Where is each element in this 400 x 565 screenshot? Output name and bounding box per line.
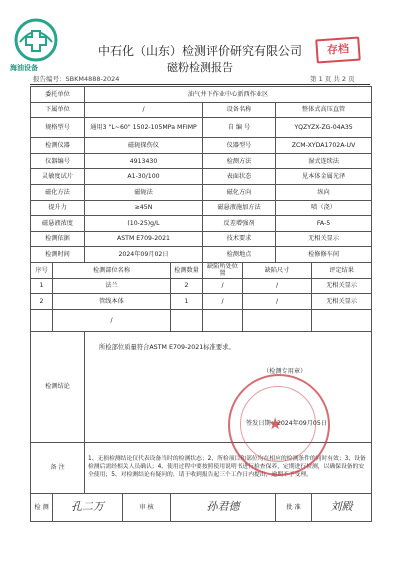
page-indicator: 第 1 页 共 2 页 — [310, 75, 355, 83]
lift-label: 提升力 — [31, 200, 85, 216]
issue-date-label: 签发日期： — [246, 419, 277, 427]
results-header-qty: 检测数量 — [171, 262, 203, 278]
conclusion-label: 检测结论 — [31, 331, 85, 442]
date-value: 2024年09月02日 — [85, 247, 203, 263]
results-header-part: 检测部位名称 — [53, 262, 171, 278]
inspector-signature: 孔二万 — [53, 493, 123, 521]
issue-date-value: 2024年09月05日 — [276, 419, 327, 427]
seal-star-icon: ★ — [268, 414, 283, 433]
table-row — [31, 278, 372, 294]
row-part: 法兰 — [53, 278, 171, 294]
row-no: 1 — [31, 278, 53, 294]
contrast-value: FA-5 — [276, 216, 372, 232]
row-qty: 1 — [171, 294, 203, 310]
client-value: 油气井下作业中心新西作业区 — [85, 87, 372, 103]
inspector-label: 检 测 — [31, 493, 53, 521]
instrument-no-value: 4913430 — [85, 153, 203, 169]
standard-label: 检测依据 — [31, 231, 85, 247]
report-title: 磁粉检测报告 — [167, 61, 233, 74]
equipment-name-value: 整体式高压直管 — [276, 102, 372, 118]
row-result: 无相关显示 — [312, 294, 372, 310]
notes-label: 备 注 — [31, 442, 85, 493]
blank-slash: / — [53, 309, 171, 331]
tech-label: 技术要求 — [203, 231, 276, 247]
table-row-blank — [31, 309, 372, 331]
contrast-label: 反差增强剂 — [203, 216, 276, 232]
instrument-no-label: 仪器编号 — [31, 153, 85, 169]
archive-stamp: 存档 — [315, 36, 361, 63]
header-divider — [30, 84, 370, 85]
official-seal — [228, 374, 330, 476]
report-table — [30, 86, 372, 522]
row-part: 管线本体 — [53, 294, 171, 310]
standard-value: ASTM E709-2021 — [85, 231, 203, 247]
lift-value: ≥45N — [85, 200, 203, 216]
approver-signature: 刘殿 — [312, 493, 372, 521]
direction-value: 纵向 — [276, 184, 372, 200]
spec-value: 通用3 "L~60" 1502-105MPa MFIMP — [85, 118, 203, 138]
concentration-value: (10-25)g/L — [85, 216, 203, 232]
seal-label: （检测专用章） — [263, 367, 307, 375]
spec-label: 规格型号 — [31, 118, 85, 138]
tech-value: 无相关显示 — [276, 231, 372, 247]
results-header-size: 缺陷尺寸 — [243, 262, 312, 278]
equipment-name-label: 设备名称 — [203, 102, 276, 118]
magnetization-value: 磁轭法 — [85, 184, 203, 200]
date-label: 检测时间 — [31, 247, 85, 263]
self-no-value: YQZYZX-ZG-04A35 — [276, 118, 372, 138]
report-number-label: 报告编号： — [33, 75, 66, 83]
report-number — [33, 74, 119, 83]
method-label: 检测方法 — [203, 153, 276, 169]
direction-label: 磁化方向 — [203, 184, 276, 200]
magnetization-label: 磁化方法 — [31, 184, 85, 200]
row-qty: 2 — [171, 278, 203, 294]
reviewer-label: 审 核 — [123, 493, 171, 521]
logo-text: 海油设备 — [10, 64, 38, 72]
place-value: 检修修车间 — [276, 247, 372, 263]
apply-value: 喷（浇） — [276, 200, 372, 216]
notes-text: 1、无损检测结论仅代表设备当时的检测状态；2、所检项目和部位均在相应的检测条件的同时有效；3、设备检测后需经相关人员确认；4、使用过程中要按照使用说明书进行检查保养，定期进行检测，以确保设备的安全使用；5、对检测结论有疑问的，请于收到报告起三个工作日内提出，逾期不予受理。 — [85, 442, 372, 493]
concentration-label: 磁悬液浓度 — [31, 216, 85, 232]
row-size: / — [243, 294, 312, 310]
row-size: / — [243, 278, 312, 294]
report-number-value: SBKM4888-2024 — [65, 75, 120, 83]
row-no: 2 — [31, 294, 53, 310]
apply-label: 磁悬液施加方法 — [203, 200, 276, 216]
test-piece-value: A1-30/100 — [85, 169, 203, 185]
entrust-unit-label: 下属单位 — [31, 102, 85, 118]
instrument-model-label: 仪器型号 — [203, 138, 276, 154]
company-name: 中石化（山东）检测评价研究有限公司 — [97, 44, 302, 58]
table-row — [31, 294, 372, 310]
place-label: 检测地点 — [203, 247, 276, 263]
instrument-value: 磁轭探伤仪 — [85, 138, 203, 154]
reviewer-signature: 孙君德 — [171, 493, 276, 521]
row-pos: / — [203, 278, 243, 294]
method-value: 湿式连续法 — [276, 153, 372, 169]
instrument-model-value: ZCM-XYDA1702A-UV — [276, 138, 372, 154]
instrument-label: 检测仪器 — [31, 138, 85, 154]
test-piece-label: 灵敏度试片 — [31, 169, 85, 185]
results-header-no: 序号 — [31, 262, 53, 278]
surface-label: 表面状态 — [203, 169, 276, 185]
entrust-unit-value: / — [85, 102, 203, 118]
surface-value: 见本体金属光泽 — [276, 169, 372, 185]
row-pos: / — [203, 294, 243, 310]
results-header-pos: 缺陷所处位置 — [203, 262, 243, 278]
conclusion-text: 所检部位质量符合ASTM E709-2021标准要求。 — [99, 343, 235, 351]
client-label: 委托单位 — [31, 87, 85, 103]
approver-label: 批 准 — [276, 493, 312, 521]
results-header-result: 评定结果 — [312, 262, 372, 278]
self-no-label: 自 编 号 — [203, 118, 276, 138]
row-result: 无相关显示 — [312, 278, 372, 294]
